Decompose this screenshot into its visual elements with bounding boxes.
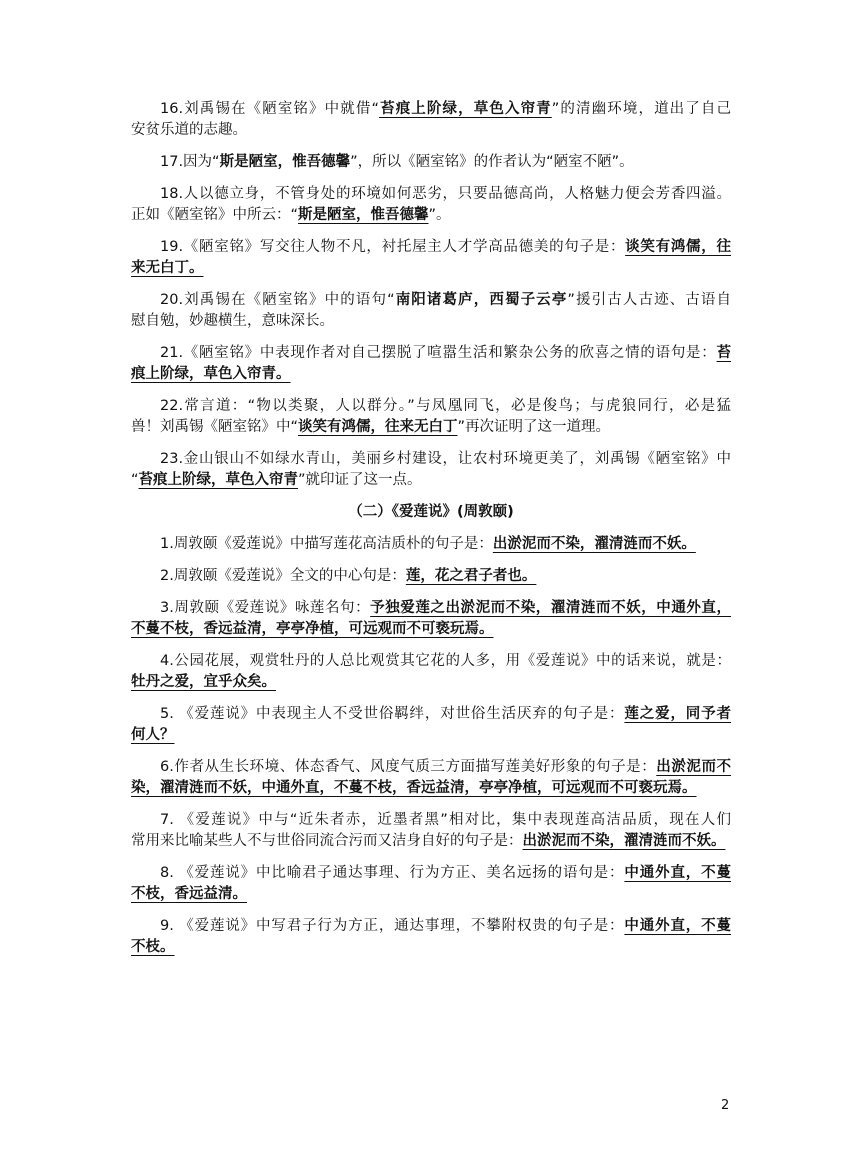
answer-text: 来无白丁。 xyxy=(131,260,204,276)
answer-text: 莲之爱，同予者 xyxy=(624,706,731,722)
text-segment: ”援引古人古迹、古语自 xyxy=(567,292,731,308)
text-line xyxy=(131,863,731,884)
question-item xyxy=(131,704,731,746)
answer-text: 何人？ xyxy=(131,727,175,743)
text-line xyxy=(131,99,731,120)
text-segment: 2.周敦颐《爱莲说》全文的中心句是： xyxy=(160,568,406,584)
text-segment: “ xyxy=(131,472,139,488)
answer-text: 苔 xyxy=(716,345,731,361)
answer-text: 谈笑有鸿儒，往来无白丁 xyxy=(298,419,458,435)
answer-text: 不枝。 xyxy=(131,939,175,955)
text-segment: 18.人以德立身，不管身处的环境如何恶劣，只要品德高尚，人格魅力便会芳香四溢。 xyxy=(160,186,731,202)
text-line xyxy=(131,311,731,332)
text-line xyxy=(131,396,731,417)
answer-text: 莲，花之君子者也。 xyxy=(405,568,537,584)
answer-text: 痕上阶绿，草色入帘青。 xyxy=(131,366,291,382)
answer-text: 中通外直，不蔓 xyxy=(624,918,731,934)
text-line xyxy=(131,937,731,958)
question-item xyxy=(131,237,731,279)
bold-text: 南阳诸葛庐，西蜀子云亭 xyxy=(394,292,568,308)
answer-text: 苔痕上阶绿，草色入帘青 xyxy=(378,101,552,117)
text-segment: 慰自勉，妙趣横生，意味深长。 xyxy=(131,313,334,329)
question-item xyxy=(131,863,731,905)
question-item xyxy=(131,449,731,491)
question-item xyxy=(131,534,731,555)
text-segment: 安贫乐道的志趣。 xyxy=(131,122,247,138)
answer-text: 出淤泥而不染，濯清涟而不妖。 xyxy=(522,833,726,849)
answer-text: 谈笑有鸿儒，往 xyxy=(625,239,731,255)
text-line xyxy=(131,619,731,640)
answer-text: 出淤泥而不染，濯清涟而不妖。 xyxy=(492,536,696,552)
question-item xyxy=(131,343,731,385)
text-line xyxy=(131,237,731,258)
text-line xyxy=(131,725,731,746)
question-item xyxy=(131,396,731,438)
section-heading-text: （二）《爱莲说》(周敦颐) xyxy=(348,504,514,520)
text-segment: 19.《陋室铭》写交往人物不凡，衬托屋主人才学高品德美的句子是： xyxy=(160,239,626,255)
text-line xyxy=(131,651,731,672)
question-item xyxy=(131,184,731,226)
answer-text: 牡丹之爱，宜乎众矣。 xyxy=(131,674,276,690)
text-segment: ”再次证明了这一道理。 xyxy=(457,419,611,435)
answer-text: 出淤泥而不 xyxy=(656,759,731,775)
text-segment: ”。 xyxy=(428,207,451,223)
text-line xyxy=(131,205,731,226)
question-item xyxy=(131,99,731,141)
text-line xyxy=(131,470,731,491)
text-segment: 1.周敦颐《爱莲说》中描写莲花高洁质朴的句子是： xyxy=(160,536,493,552)
text-line xyxy=(131,343,731,364)
text-segment: 3.周敦颐《爱莲说》咏莲名句： xyxy=(160,600,371,616)
text-segment: 正如《陋室铭》中所云：“ xyxy=(131,207,299,223)
text-segment: ”，所以《陋室铭》的作者认为“陋室不陋”。 xyxy=(350,154,634,170)
text-line xyxy=(131,704,731,725)
bold-text: 斯是陋室，惟吾德馨 xyxy=(219,154,351,170)
question-item xyxy=(131,598,731,640)
text-segment: 常用来比喻某些人不与世俗同流合污而又洁身自好的句子是： xyxy=(131,833,523,849)
question-item xyxy=(131,916,731,958)
question-item xyxy=(131,651,731,693)
text-segment: 16.刘禹锡在《陋室铭》中就借“ xyxy=(160,101,379,117)
text-line xyxy=(131,672,731,693)
question-item xyxy=(131,757,731,799)
text-line xyxy=(131,884,731,905)
text-line xyxy=(131,449,731,470)
question-item xyxy=(131,290,731,332)
text-line xyxy=(131,810,731,831)
answer-text: 不枝，香远益清。 xyxy=(131,886,247,902)
answer-text: 苔痕上阶绿，草色入帘青 xyxy=(138,472,299,488)
text-segment: 9. 《爱莲说》中写君子行为方正，通达事理，不攀附权贵的句子是： xyxy=(160,918,625,934)
text-segment: 21.《陋室铭》中表现作者对自己摆脱了喧嚣生活和繁杂公务的欣喜之情的语句是： xyxy=(160,345,717,361)
answer-text: 斯是陋室，惟吾德馨 xyxy=(298,207,429,223)
text-segment: 22.常言道：“物以类聚，人以群分。”与凤凰同飞，必是俊鸟；与虎狼同行，必是猛 xyxy=(160,398,731,414)
text-segment: 6.作者从生长环境、体态香气、风度气质三方面描写莲美好形象的句子是： xyxy=(160,759,657,775)
text-line xyxy=(131,534,731,555)
answer-text: 染，濯清涟而不妖，中通外直，不蔓不枝，香远益清，亭亭净植，可远观而不可亵玩焉。 xyxy=(131,780,697,796)
question-item xyxy=(131,152,731,173)
answer-text: 予独爱莲之出淤泥而不染，濯清涟而不妖，中通外直， xyxy=(370,600,731,616)
text-line xyxy=(131,778,731,799)
text-segment: 23.金山银山不如绿水青山，美丽乡村建设，让农村环境更美了，刘禹锡《陋室铭》中 xyxy=(160,451,731,467)
text-line xyxy=(131,364,731,385)
text-segment: 兽！刘禹锡《陋室铭》中“ xyxy=(131,419,299,435)
text-segment: 5. 《爱莲说》中表现主人不受世俗羁绊，对世俗生活厌弃的句子是： xyxy=(160,706,625,722)
text-segment: ”的清幽环境，道出了自己 xyxy=(551,101,731,117)
text-line xyxy=(131,916,731,937)
text-line xyxy=(131,184,731,205)
text-line xyxy=(131,120,731,141)
answer-text: 中通外直，不蔓 xyxy=(624,865,731,881)
answer-text: 不蔓不枝，香远益清，亭亭净植，可远观而不可亵玩焉。 xyxy=(131,621,494,637)
text-segment: 8. 《爱莲说》中比喻君子通达事理、行为方正、美名远扬的语句是： xyxy=(160,865,625,881)
text-line xyxy=(131,831,731,852)
text-line xyxy=(131,152,731,173)
text-line xyxy=(131,417,731,438)
text-segment: 7. 《爱莲说》中与“近朱者赤，近墨者黑”相对比，集中表现莲高洁品质，现在人们 xyxy=(160,812,731,828)
page-number: 2 xyxy=(721,1098,730,1113)
text-line xyxy=(131,598,731,619)
question-item xyxy=(131,810,731,852)
text-segment: 20.刘禹锡在《陋室铭》中的语句“ xyxy=(160,292,395,308)
document-body xyxy=(131,99,731,958)
section-heading xyxy=(131,502,731,523)
text-segment: 4.公园花展，观赏牡丹的人总比观赏其它花的人多，用《爱莲说》中的话来说，就是： xyxy=(160,653,731,669)
text-line xyxy=(131,566,731,587)
text-segment: ”就印证了这一点。 xyxy=(298,472,422,488)
text-line xyxy=(131,290,731,311)
text-line xyxy=(131,757,731,778)
text-segment: 17.因为“ xyxy=(160,154,220,170)
question-item xyxy=(131,566,731,587)
text-line xyxy=(131,258,731,279)
